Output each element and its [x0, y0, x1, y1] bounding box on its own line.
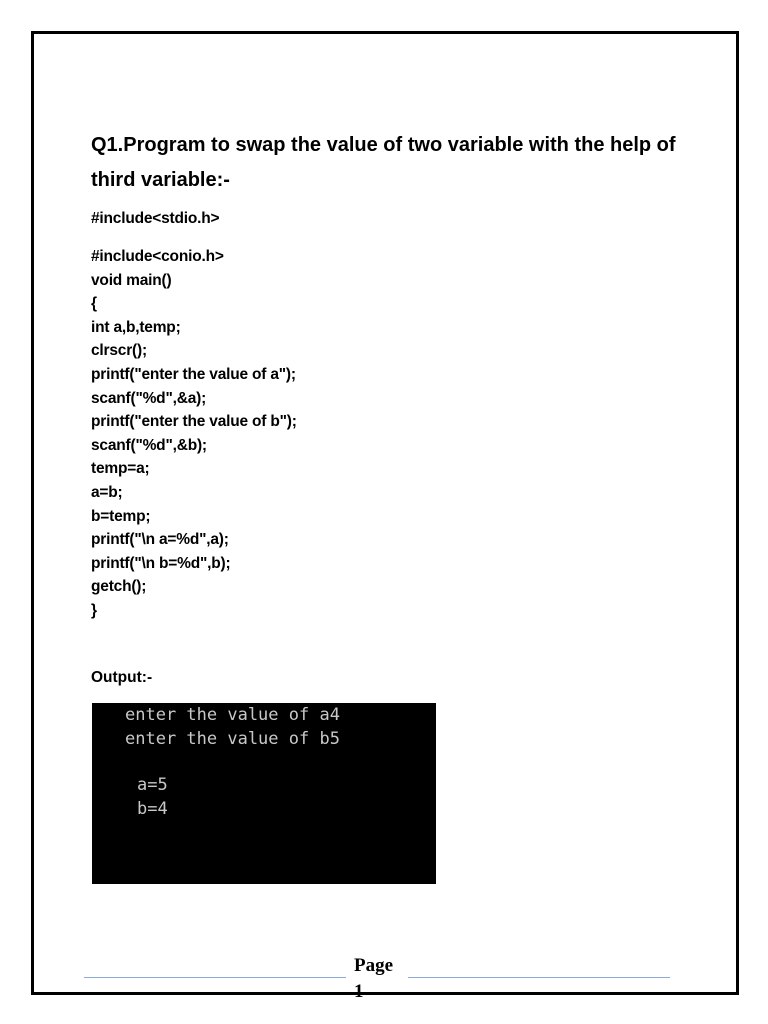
code-line: { — [91, 295, 97, 313]
page-number: Page 1 — [354, 955, 394, 1002]
code-line: getch(); — [91, 578, 147, 596]
output-label: Output:- — [91, 669, 153, 686]
footer-rule-right — [408, 977, 670, 978]
code-line: a=b; — [91, 483, 123, 501]
question-title: Q1.Program to swap the value of two variable with the help of third variable:- — [91, 134, 676, 191]
code-line: scanf("%d",&a); — [91, 389, 207, 407]
console-line: a=5 — [137, 775, 168, 795]
code-block — [91, 245, 297, 623]
code-line: scanf("%d",&b); — [91, 436, 207, 454]
code-line: temp=a; — [91, 460, 150, 478]
code-line: int a,b,temp; — [91, 318, 181, 336]
code-line: #include<conio.h> — [91, 248, 224, 265]
console-line: enter the value of a4 — [125, 705, 340, 725]
code-line: } — [91, 601, 97, 619]
code-include-stdio — [91, 207, 219, 231]
code-line: clrscr(); — [91, 342, 147, 360]
code-line: void main() — [91, 271, 172, 289]
code-line: printf("\n a=%d",a); — [91, 531, 229, 549]
code-line: b=temp; — [91, 507, 151, 525]
code-line: printf("enter the value of a"); — [91, 365, 296, 383]
code-line: printf("enter the value of b"); — [91, 413, 297, 431]
code-line: #include<stdio.h> — [91, 210, 220, 227]
console-line: enter the value of b5 — [125, 729, 340, 749]
console-line: b=4 — [137, 799, 168, 819]
footer-rule-left — [84, 977, 346, 978]
console-output-screenshot — [92, 703, 436, 884]
code-line: printf("\n b=%d",b); — [91, 554, 231, 572]
